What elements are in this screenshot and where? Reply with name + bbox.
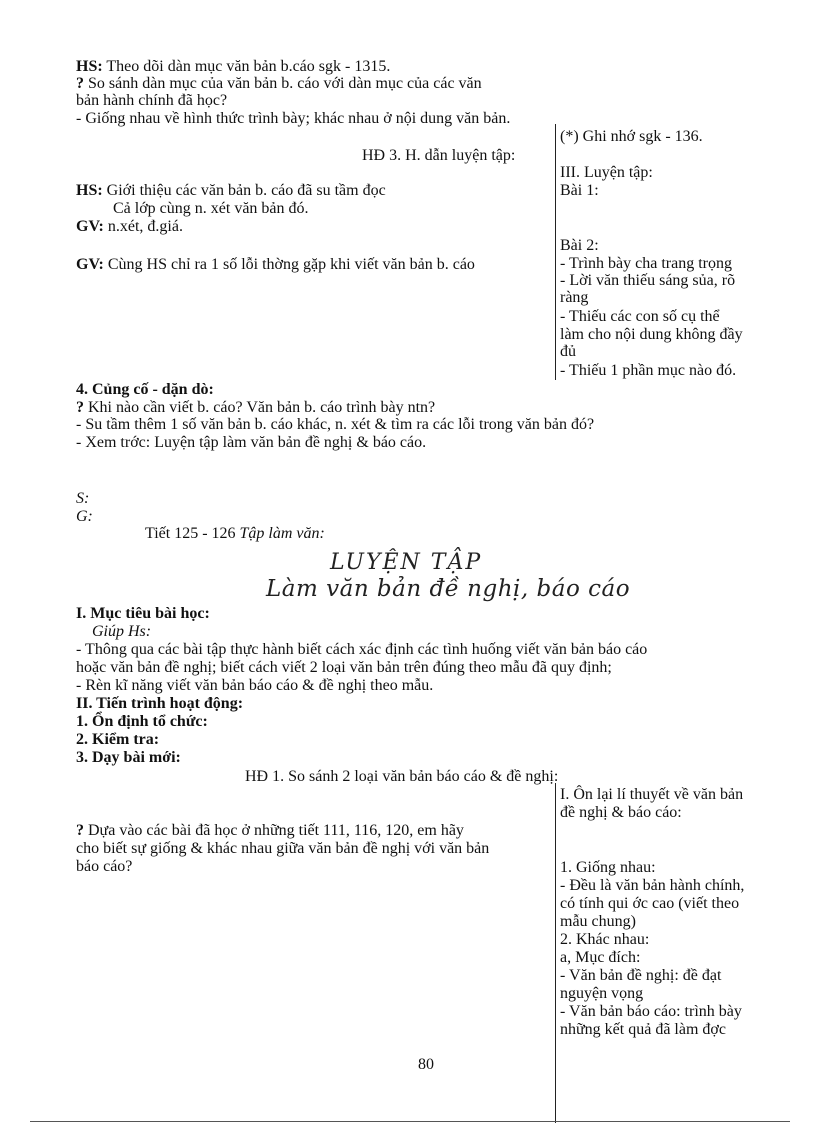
answer-line: - Giống nhau về hình thức trình bày; khác nhau ở nội dung văn bản. [76, 110, 511, 127]
title-line-2: Làm văn bản đề nghị, báo cáo [266, 576, 631, 602]
khac-nhau-heading: 2. Khác nhau: [560, 931, 650, 948]
tiet-number: Tiết 125 - 126 [145, 525, 236, 542]
on-dinh-heading: 1. Ổn định tổ chức: [76, 713, 208, 730]
g-label: G: [76, 508, 93, 525]
column-divider-2 [555, 783, 556, 1123]
question-text-1: So sánh dàn mục của văn bản b. cáo với dàn mục của các văn [88, 75, 482, 92]
subject: Tập làm văn: [239, 525, 325, 542]
muc-tieu-line-2: hoặc văn bản đề nghị; biết cách viết 2 loại văn bản trên đúng theo mẫu đã quy định; [76, 659, 612, 676]
question-line-1 [76, 75, 482, 93]
giong-nhau-heading: 1. Giống nhau: [560, 859, 656, 876]
lesson-question-line-3: báo cáo? [76, 858, 133, 875]
bai-1: Bài 1: [560, 182, 599, 199]
question-line-2: bản hành chính đã học? [76, 92, 228, 109]
luyen-tap-heading: III. Luyện tập: [560, 164, 653, 181]
error-item-2-cont: ràng [560, 289, 589, 306]
gv1-line [76, 218, 183, 236]
error-item-3-end: đủ [560, 343, 576, 360]
gv1-label: GV: [76, 218, 104, 235]
hs2-label: HS: [76, 182, 103, 199]
cung-co-line-1 [76, 399, 435, 417]
hs2-text: Giới thiệu các văn bản b. cáo đã su tầm đọc [106, 182, 386, 199]
muc-dich-line-3: - Văn bản báo cáo: trình bày [560, 1003, 742, 1020]
lesson-question-text-1: Dựa vào các bài đã học ở những tiết 111, 116, 120, em hãy [88, 822, 464, 839]
error-item-3: - Thiếu các con số cụ thể [560, 308, 720, 325]
muc-dich-line-1: - Văn bản đề nghị: đề đạt [560, 967, 722, 984]
theory-heading-2: đề nghị & báo cáo: [560, 804, 682, 821]
ghi-nho: (*) Ghi nhớ sgk - 136. [560, 128, 703, 145]
error-item-4: - Thiếu 1 phần mục nào đó. [560, 362, 737, 379]
cung-co-line-3: - Xem trớc: Luyện tập làm văn bản đề nghị & báo cáo. [76, 434, 427, 451]
hs-label: HS: [76, 58, 103, 75]
lesson-question-mark: ? [76, 822, 84, 839]
cung-co-line-2: - Su tầm thêm 1 số văn bản b. cáo khác, n. xét & tìm ra các lỗi trong văn bản đó? [76, 416, 595, 433]
muc-dich-heading: a, Mục đích: [560, 949, 641, 966]
lesson-question-line-1 [76, 822, 464, 840]
error-item-1: - Trình bày cha trang trọng [560, 255, 732, 272]
kiem-tra-heading: 2. Kiểm tra: [76, 731, 160, 748]
day-bai-heading: 3. Dạy bài mới: [76, 749, 181, 766]
page-number: 80 [418, 1056, 434, 1073]
title-line-1: LUYỆN TẬP [330, 550, 483, 575]
error-item-3-cont: làm cho nội dung không đầy [560, 326, 743, 343]
giong-nhau-line-2: có tính qui ớc cao (viết theo [560, 895, 740, 912]
bai-2: Bài 2: [560, 237, 599, 254]
cung-co-heading: 4. Củng cố - dặn dò: [76, 381, 214, 398]
hs2-line-2: Cả lớp cùng n. xét văn bản đó. [113, 200, 309, 217]
gv2-text: Cùng HS chỉ ra 1 số lỗi thờng gặp khi viết văn bản b. cáo [107, 256, 475, 273]
bottom-rule [30, 1121, 790, 1122]
column-divider-1 [555, 124, 556, 380]
hd1-heading: HĐ 1. So sánh 2 loại văn bản báo cáo & đề nghị: [245, 768, 559, 785]
gv1-text: n.xét, đ.giá. [107, 218, 183, 235]
hd3-heading: HĐ 3. H. dẫn luyện tập: [362, 147, 516, 164]
gv2-label: GV: [76, 256, 104, 273]
giong-nhau-line-3: mẫu chung) [560, 913, 636, 930]
question-mark: ? [76, 75, 84, 92]
giong-nhau-line-1: - Đều là văn bản hành chính, [560, 877, 745, 894]
s-label: S: [76, 490, 90, 507]
hs-text: Theo dõi dàn mục văn bản b.cáo sgk - 1315. [106, 58, 391, 75]
error-item-2: - Lời văn thiếu sáng sủa, rõ [560, 272, 736, 289]
muc-tieu-line-1: - Thông qua các bài tập thực hành biết cách xác định các tình huống viết văn bản báo cáo [76, 641, 648, 658]
cung-co-text-1: Khi nào cần viết b. cáo? Văn bản b. cáo trình bày ntn? [88, 399, 436, 416]
lesson-question-line-2: cho biết sự giống & khác nhau giữa văn bản đề nghị với văn bản [76, 840, 490, 857]
theory-heading-1: I. Ôn lại lí thuyết về văn bản [560, 786, 744, 803]
muc-tieu-heading: I. Mục tiêu bài học: [76, 605, 210, 622]
muc-dich-line-4: những kết quả đã làm đợc [560, 1021, 726, 1038]
gv2-line [76, 256, 475, 274]
cung-co-question-mark: ? [76, 399, 84, 416]
tien-trinh-heading: II. Tiến trình hoạt động: [76, 695, 244, 712]
hs-line [76, 58, 390, 76]
hs2-line [76, 182, 386, 200]
muc-dich-line-2: nguyện vọng [560, 985, 644, 1002]
giup-hs: Giúp Hs: [92, 623, 152, 640]
muc-tieu-line-3: - Rèn kĩ năng viết văn bản báo cáo & đề nghị theo mẫu. [76, 677, 434, 694]
lesson-header [145, 525, 325, 543]
